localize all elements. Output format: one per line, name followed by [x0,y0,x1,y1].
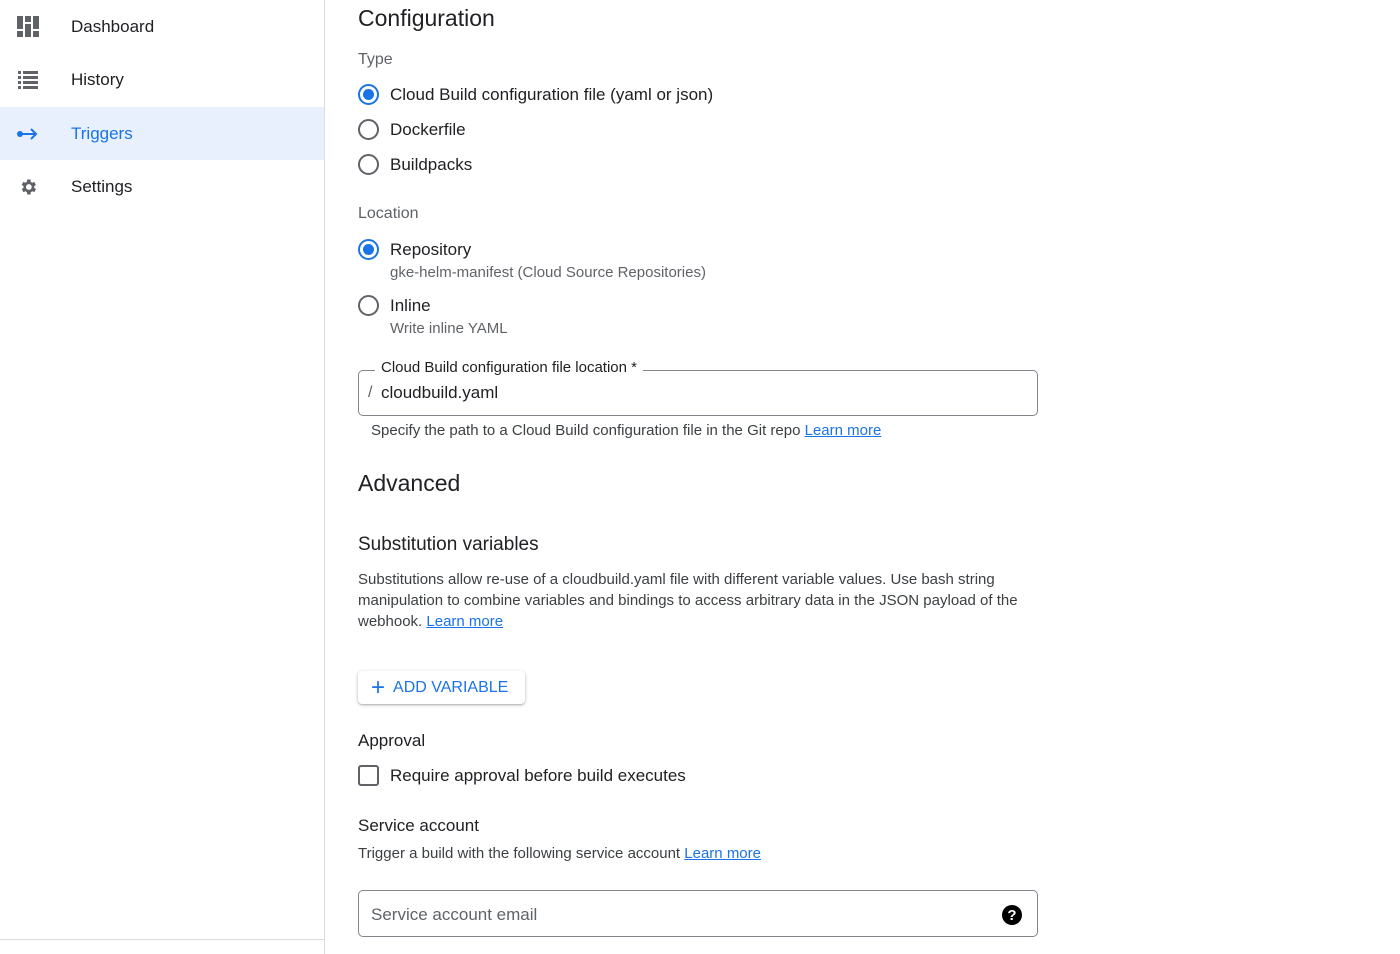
sidebar [0,0,325,954]
sidebar-item-history[interactable] [0,53,324,106]
plus-icon: + [371,673,386,701]
sidebar-item-label: Settings [71,176,133,196]
sidebar-item-triggers[interactable] [0,107,324,160]
advanced-heading: Advanced [358,470,461,496]
field-value[interactable]: cloudbuild.yaml [381,383,499,402]
input-placeholder: Service account email [371,905,538,924]
gear-icon [17,176,39,198]
learn-more-link[interactable]: Learn more [804,422,882,439]
radio-label: Dockerfile [390,119,466,139]
service-account-description [358,845,761,862]
inline-subtext: Write inline YAML [390,320,508,337]
radio-label: Inline [390,295,431,315]
radio[interactable] [358,295,379,316]
list-icon [17,69,39,91]
sidebar-item-settings[interactable] [0,160,324,213]
learn-more-link[interactable]: Learn more [426,613,504,630]
radio-selected[interactable] [358,239,379,260]
radio-label: Cloud Build configuration file (yaml or json) [390,84,714,104]
checkbox-label: Require approval before build executes [390,765,686,785]
substitution-heading: Substitution variables [358,534,539,555]
help-icon[interactable]: ? [1002,905,1022,925]
button-label: ADD VARIABLE [393,678,509,696]
service-account-heading: Service account [358,816,479,835]
config-file-hint [371,422,881,439]
substitution-description [358,569,1043,632]
approval-heading: Approval [358,731,426,750]
sidebar-divider [0,939,324,940]
type-radio-cloudbuild[interactable] [358,84,713,105]
dashboard-icon [17,16,39,38]
type-radio-dockerfile[interactable] [358,119,466,140]
radio-label: Buildpacks [390,154,473,174]
config-file-location-input[interactable] [358,359,1038,416]
type-label: Type [358,51,393,68]
location-radio-repository[interactable] [358,239,471,260]
sidebar-item-label: Dashboard [71,16,155,36]
approval-checkbox-row[interactable] [358,765,686,786]
approval-checkbox[interactable] [358,765,379,786]
description-text: Trigger a build with the following service account [358,845,681,862]
add-variable-button[interactable] [358,671,525,704]
trigger-arrow-icon [17,123,39,145]
repository-subtext: gke-helm-manifest (Cloud Source Repositories) [390,264,706,281]
radio[interactable] [358,119,379,140]
location-label: Location [358,205,419,222]
path-prefix: / [368,384,373,401]
field-label: Cloud Build configuration file location * [375,359,643,376]
hint-text: Specify the path to a Cloud Build configuration file in the Git repo [371,422,801,439]
sidebar-item-label: Triggers [71,123,133,143]
sidebar-item-dashboard[interactable] [0,0,324,53]
type-radio-buildpacks[interactable] [358,154,472,175]
description-text: Substitutions allow re-use of a cloudbuild.yaml file with different variable values. Use bash string manipulation to combine variables and bindings to access arbitrary data in the JSON payload of the webhook. [358,571,1018,630]
configuration-heading: Configuration [358,5,495,31]
learn-more-link[interactable]: Learn more [684,845,761,862]
sidebar-item-label: History [71,69,124,89]
radio-selected[interactable] [358,84,379,105]
location-radio-inline[interactable] [358,295,431,316]
service-account-email-input[interactable] [358,890,1038,937]
radio[interactable] [358,154,379,175]
radio-label: Repository [390,239,472,259]
